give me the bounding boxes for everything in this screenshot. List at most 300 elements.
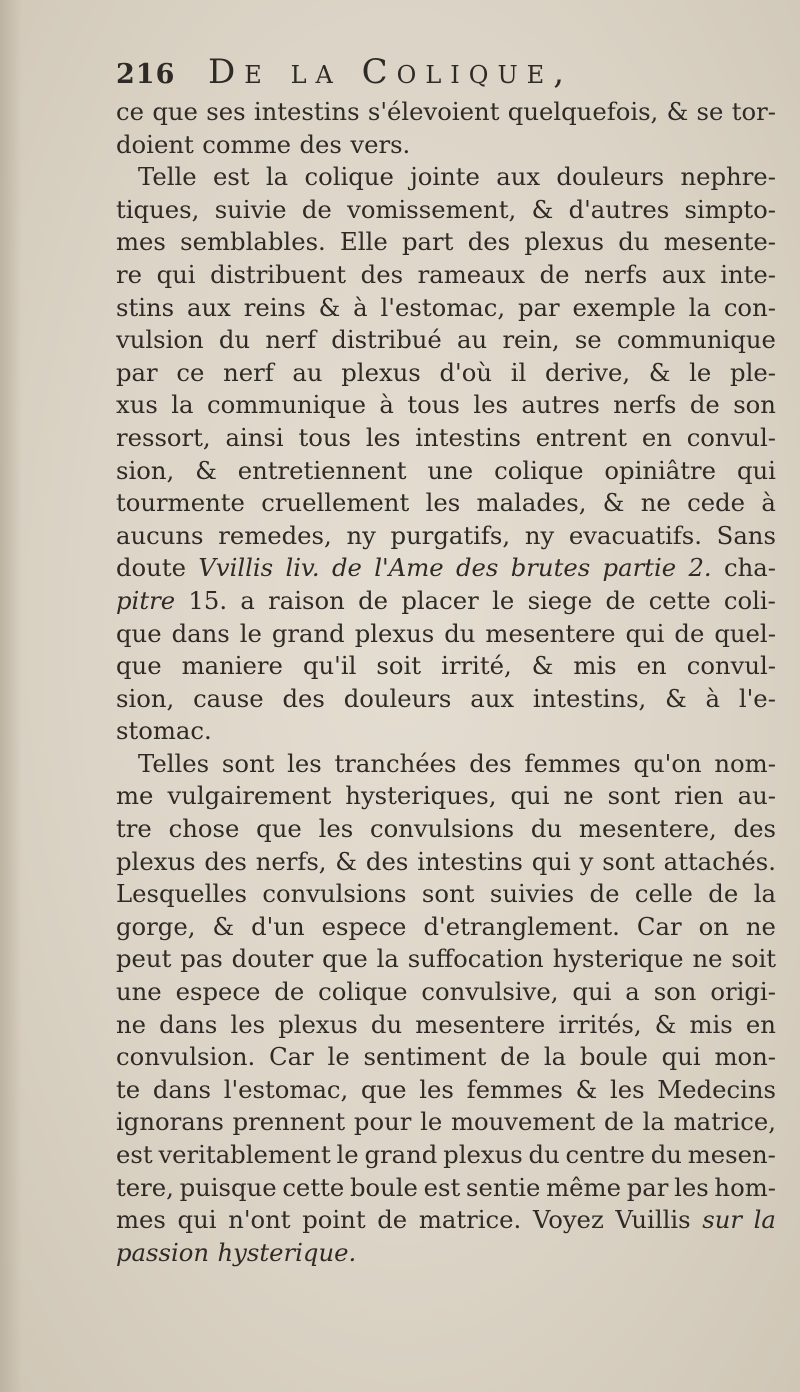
word: qui bbox=[625, 618, 665, 648]
word: sont bbox=[221, 748, 275, 778]
word: sion, bbox=[116, 683, 175, 713]
word: ce bbox=[116, 97, 144, 126]
word: mesente- bbox=[663, 227, 776, 257]
word: son bbox=[653, 977, 697, 1007]
word: une bbox=[116, 977, 162, 1007]
word: xus bbox=[116, 390, 158, 420]
word: hysterique. bbox=[217, 1237, 357, 1267]
word: l'estomac, bbox=[380, 292, 506, 322]
word: de bbox=[605, 585, 636, 615]
word: rien bbox=[674, 781, 724, 811]
word: ple- bbox=[730, 357, 776, 387]
word: qui bbox=[572, 977, 612, 1007]
text-line bbox=[116, 715, 776, 748]
word: entrent bbox=[535, 422, 627, 452]
word: l'estomac, bbox=[223, 1074, 349, 1104]
word: semblables. bbox=[180, 227, 326, 257]
word: & bbox=[575, 1074, 598, 1104]
word: la bbox=[171, 390, 194, 420]
word: purgatifs, bbox=[390, 520, 511, 550]
word: ses bbox=[206, 97, 246, 126]
word: d'autres bbox=[568, 194, 670, 224]
word: les bbox=[419, 1074, 454, 1104]
word: des bbox=[733, 814, 776, 844]
text-line bbox=[116, 259, 776, 292]
word: malades, bbox=[476, 488, 587, 518]
word: distribuent bbox=[210, 259, 347, 289]
word: la bbox=[376, 944, 399, 974]
word: femmes bbox=[466, 1074, 563, 1104]
text-line bbox=[116, 357, 776, 390]
word: il bbox=[510, 357, 527, 387]
word: la bbox=[642, 1107, 665, 1137]
word: nerfs, bbox=[255, 846, 327, 876]
word: de bbox=[331, 553, 362, 583]
word: mis bbox=[689, 1009, 733, 1039]
word: 15. bbox=[188, 585, 228, 615]
text-line bbox=[116, 194, 776, 227]
word: à bbox=[761, 488, 776, 518]
word: les bbox=[365, 422, 401, 452]
text-line bbox=[116, 161, 776, 194]
word: espece bbox=[175, 977, 261, 1007]
word: tranchées bbox=[334, 748, 457, 778]
word: des bbox=[299, 129, 342, 159]
word: & bbox=[335, 846, 358, 876]
word: de bbox=[539, 259, 570, 289]
word: peut bbox=[116, 944, 172, 974]
word: cha- bbox=[723, 553, 776, 583]
word: ignorans bbox=[116, 1107, 224, 1137]
word: grand bbox=[364, 1140, 438, 1169]
word: l'Ame bbox=[374, 553, 444, 583]
page-gutter-shadow bbox=[0, 0, 22, 1392]
word: nerf bbox=[265, 325, 317, 355]
word: les bbox=[425, 488, 461, 518]
word: siege bbox=[527, 585, 593, 615]
word: y bbox=[579, 846, 594, 876]
word: de bbox=[708, 879, 739, 909]
word: du bbox=[218, 325, 251, 355]
word: que bbox=[360, 1074, 407, 1104]
text-line bbox=[116, 1237, 776, 1270]
text-line bbox=[116, 650, 776, 683]
word: d'etranglement. bbox=[423, 911, 620, 941]
word: plexus bbox=[341, 357, 421, 387]
word: ny bbox=[346, 520, 376, 550]
word: placer bbox=[401, 585, 479, 615]
word: exemple bbox=[572, 292, 676, 322]
word: le bbox=[492, 585, 515, 615]
word: du bbox=[530, 814, 563, 844]
word: boule bbox=[349, 1172, 418, 1202]
word: qu'il bbox=[302, 651, 357, 681]
word: puisque bbox=[179, 1172, 277, 1202]
word: rein, bbox=[502, 325, 560, 355]
word: de bbox=[301, 194, 332, 224]
word: autres bbox=[521, 390, 600, 420]
word: se bbox=[696, 97, 724, 126]
word: intestins bbox=[415, 422, 521, 452]
word: s'élevoient bbox=[367, 97, 500, 126]
word: point bbox=[302, 1205, 366, 1235]
word: inte- bbox=[720, 259, 776, 289]
word: ny bbox=[524, 520, 555, 550]
word: pitre bbox=[116, 585, 176, 615]
text-line bbox=[116, 943, 776, 976]
word: les bbox=[287, 748, 322, 778]
word: Telle bbox=[138, 162, 197, 192]
word: l'e- bbox=[738, 683, 776, 713]
word: cede bbox=[687, 488, 746, 518]
word: part bbox=[402, 227, 454, 257]
word: hom- bbox=[714, 1172, 776, 1202]
text-line bbox=[116, 1074, 776, 1107]
word: le bbox=[689, 357, 712, 387]
word: aux bbox=[187, 292, 231, 322]
word: origi- bbox=[710, 977, 776, 1007]
word: evacuatifs. bbox=[568, 520, 702, 550]
word: convulsions bbox=[262, 879, 407, 909]
word: hysteriques, bbox=[345, 781, 497, 811]
word: ne bbox=[640, 488, 671, 518]
word: d'où bbox=[439, 357, 492, 387]
word: de bbox=[500, 1042, 531, 1072]
word: douleurs bbox=[343, 683, 452, 713]
word: entretiennent bbox=[237, 455, 407, 485]
word: du bbox=[528, 1140, 560, 1169]
word: qui bbox=[661, 1042, 701, 1072]
word: que bbox=[322, 944, 368, 974]
text-line bbox=[116, 96, 776, 129]
word: rameaux bbox=[417, 259, 525, 289]
page-header bbox=[116, 52, 676, 98]
word: liv. bbox=[285, 553, 320, 583]
word: hysterique bbox=[552, 944, 684, 974]
word: opiniâtre bbox=[604, 455, 717, 485]
word: des bbox=[204, 846, 247, 876]
word: du bbox=[650, 1140, 682, 1169]
word: Vuillis bbox=[615, 1205, 691, 1235]
word: Lesquelles bbox=[116, 879, 247, 909]
word: mon- bbox=[714, 1042, 776, 1072]
word: ne bbox=[116, 1009, 147, 1039]
word: Telles bbox=[138, 748, 210, 778]
word: simpto- bbox=[684, 194, 776, 224]
word: jointe bbox=[410, 162, 480, 192]
word: qui bbox=[510, 781, 550, 811]
running-title: De la Colique, bbox=[208, 52, 574, 92]
word: con- bbox=[723, 292, 776, 322]
word: n'ont bbox=[228, 1205, 291, 1235]
word: irrité, bbox=[441, 651, 512, 681]
word: de bbox=[689, 390, 720, 420]
word: nephre- bbox=[680, 162, 776, 192]
text-line bbox=[116, 1139, 776, 1172]
word: mouvement bbox=[450, 1107, 596, 1137]
word: la bbox=[265, 162, 289, 192]
text-line bbox=[116, 618, 776, 651]
word: de bbox=[274, 977, 305, 1007]
word: des bbox=[456, 553, 499, 583]
word: que bbox=[116, 618, 162, 648]
word: les bbox=[674, 1172, 709, 1202]
word: sion, bbox=[116, 455, 175, 485]
word: ce bbox=[176, 357, 205, 387]
text-line bbox=[116, 129, 776, 162]
word: par bbox=[626, 1172, 669, 1202]
word: coli- bbox=[723, 585, 776, 615]
word: qui bbox=[531, 846, 571, 876]
word: a bbox=[240, 585, 255, 615]
word: intestins bbox=[417, 846, 523, 876]
word: nerfs bbox=[584, 259, 648, 289]
word: mesentere bbox=[415, 1009, 546, 1039]
word: plexus bbox=[443, 1140, 523, 1169]
word: raison bbox=[268, 585, 345, 615]
word: veritablement bbox=[158, 1140, 331, 1169]
word: vomissement, bbox=[347, 194, 517, 224]
word: a bbox=[625, 977, 640, 1007]
word: Elle bbox=[340, 227, 388, 257]
word: sont bbox=[421, 879, 475, 909]
word: celle bbox=[634, 879, 693, 909]
word: stins bbox=[116, 292, 175, 322]
word: la bbox=[753, 1205, 776, 1235]
word: en bbox=[745, 1009, 776, 1039]
word: & bbox=[531, 194, 554, 224]
word: des bbox=[467, 227, 511, 257]
word: des bbox=[365, 846, 409, 876]
word: re bbox=[116, 259, 142, 289]
word: vulsion bbox=[116, 325, 204, 355]
word: les bbox=[473, 390, 508, 420]
word: communique bbox=[207, 390, 366, 420]
word: qui bbox=[177, 1205, 217, 1235]
word: suivies bbox=[489, 879, 575, 909]
word: pas bbox=[180, 944, 223, 974]
word: soit bbox=[376, 651, 422, 681]
word: nerfs bbox=[613, 390, 677, 420]
word: plexus bbox=[354, 618, 435, 648]
word: mes bbox=[116, 1205, 166, 1235]
word: cruellement bbox=[261, 488, 410, 518]
word: sentiment bbox=[363, 1042, 487, 1072]
text-line bbox=[116, 520, 776, 553]
word: attachés. bbox=[663, 846, 776, 876]
word: qu'on bbox=[633, 748, 702, 778]
word: tre bbox=[116, 814, 152, 844]
word: en bbox=[636, 651, 667, 681]
word: & bbox=[531, 651, 554, 681]
word: suivie bbox=[214, 194, 287, 224]
word: au bbox=[457, 325, 488, 355]
word: intestins, bbox=[532, 683, 647, 713]
word: sont bbox=[602, 846, 655, 876]
word: des bbox=[469, 748, 512, 778]
word: colique bbox=[494, 455, 584, 485]
word: reins bbox=[243, 292, 306, 322]
word: tous bbox=[407, 390, 460, 420]
word: en bbox=[641, 422, 672, 452]
word: cause bbox=[193, 683, 264, 713]
word: plexus bbox=[116, 846, 196, 876]
word: dans bbox=[159, 1009, 218, 1039]
word: la bbox=[688, 292, 711, 322]
text-line bbox=[116, 1106, 776, 1139]
word: colique bbox=[304, 162, 394, 192]
word: qui bbox=[736, 455, 776, 485]
word: de bbox=[358, 585, 389, 615]
word: du bbox=[618, 227, 650, 257]
word: des bbox=[360, 259, 404, 289]
word: que bbox=[152, 97, 198, 126]
word: douleurs bbox=[556, 162, 665, 192]
word: le bbox=[327, 1042, 350, 1072]
word: à bbox=[379, 390, 394, 420]
word: mesentere, bbox=[578, 814, 717, 844]
word: & bbox=[212, 911, 235, 941]
text-line bbox=[116, 422, 776, 455]
word: vulgairement bbox=[167, 781, 332, 811]
word: cette bbox=[648, 585, 711, 615]
word: prennent bbox=[232, 1107, 346, 1137]
word: à bbox=[705, 683, 721, 713]
word: aucuns bbox=[116, 520, 204, 550]
word: te bbox=[116, 1074, 141, 1104]
word: tous bbox=[298, 422, 351, 452]
word: suffocation bbox=[407, 944, 544, 974]
word: la bbox=[753, 879, 776, 909]
word: de bbox=[603, 1107, 634, 1137]
word: que bbox=[116, 651, 162, 681]
word: Medecins bbox=[657, 1074, 776, 1104]
word: Car bbox=[636, 911, 682, 941]
word: derive, bbox=[544, 357, 631, 387]
text-line bbox=[116, 1009, 776, 1042]
word: quel- bbox=[714, 618, 776, 648]
word: sentie bbox=[466, 1172, 541, 1202]
word: quelquefois, bbox=[507, 97, 659, 126]
word: matrice, bbox=[673, 1107, 776, 1137]
word: colique bbox=[318, 977, 408, 1007]
word: mes bbox=[116, 227, 166, 257]
word: ne bbox=[563, 781, 594, 811]
word: de bbox=[674, 618, 705, 648]
word: les bbox=[609, 1074, 645, 1104]
word: sur bbox=[702, 1205, 742, 1235]
word: matrice. bbox=[418, 1205, 522, 1235]
body-text bbox=[116, 96, 776, 1269]
word: par bbox=[517, 292, 560, 322]
word: & bbox=[665, 683, 687, 713]
word: tor- bbox=[731, 97, 776, 126]
word: douter bbox=[231, 944, 314, 974]
word: d'un bbox=[251, 911, 305, 941]
word: nom- bbox=[714, 748, 776, 778]
word: convul- bbox=[686, 422, 776, 452]
word: comme bbox=[202, 129, 291, 159]
word: tourmente bbox=[116, 488, 245, 518]
word: Voyez bbox=[532, 1205, 604, 1235]
word: vers. bbox=[350, 129, 411, 159]
text-line bbox=[116, 1041, 776, 1074]
text-line bbox=[116, 976, 776, 1009]
word: chose bbox=[168, 814, 240, 844]
word: plexus bbox=[278, 1009, 358, 1039]
word: au bbox=[292, 357, 323, 387]
word: & bbox=[318, 292, 341, 322]
word: à bbox=[353, 292, 368, 322]
word: aux bbox=[496, 162, 541, 192]
word: est bbox=[212, 162, 250, 192]
word: la bbox=[543, 1042, 567, 1072]
word: dans bbox=[171, 618, 230, 648]
text-line bbox=[116, 878, 776, 911]
text-line bbox=[116, 389, 776, 422]
word: Car bbox=[269, 1042, 314, 1072]
text-line bbox=[116, 324, 776, 357]
word: tiques, bbox=[116, 194, 200, 224]
text-line bbox=[116, 292, 776, 325]
word: le bbox=[420, 1107, 443, 1137]
word: doient bbox=[116, 129, 194, 159]
word: mesentere bbox=[485, 618, 616, 648]
word: qui bbox=[156, 259, 196, 289]
word: & bbox=[195, 455, 217, 485]
word: ne bbox=[745, 911, 776, 941]
text-line bbox=[116, 226, 776, 259]
word: par bbox=[116, 357, 158, 387]
word: convul- bbox=[686, 651, 776, 681]
word: sont bbox=[607, 781, 661, 811]
word: du bbox=[370, 1009, 403, 1039]
word: & bbox=[666, 97, 689, 126]
word: on bbox=[698, 911, 729, 941]
word: convulsive, bbox=[421, 977, 559, 1007]
word: irrités, bbox=[558, 1009, 642, 1039]
word: intestins bbox=[253, 97, 360, 126]
word: convulsions bbox=[370, 814, 515, 844]
text-line bbox=[116, 1204, 776, 1237]
word: cette bbox=[282, 1172, 345, 1202]
word: les bbox=[230, 1009, 266, 1039]
word: des bbox=[282, 683, 325, 713]
word: une bbox=[427, 455, 474, 485]
word: de bbox=[589, 879, 620, 909]
word: Vvillis bbox=[198, 553, 274, 583]
word: pour bbox=[353, 1107, 412, 1137]
word: femmes bbox=[524, 748, 621, 778]
text-line bbox=[116, 748, 776, 781]
text-line bbox=[116, 455, 776, 488]
word: 2. bbox=[688, 553, 712, 583]
word: & bbox=[654, 1009, 677, 1039]
word: maniere bbox=[181, 651, 283, 681]
word: brutes bbox=[510, 553, 591, 583]
text-line bbox=[116, 846, 776, 879]
word: ressort, bbox=[116, 422, 211, 452]
word: boule bbox=[579, 1042, 648, 1072]
word: soit bbox=[731, 944, 776, 974]
word: espece bbox=[321, 911, 407, 941]
word: plexus bbox=[524, 227, 604, 257]
word: est bbox=[116, 1140, 153, 1169]
text-line bbox=[116, 585, 776, 618]
word: mis bbox=[573, 651, 617, 681]
word: mesen- bbox=[687, 1140, 776, 1169]
text-line bbox=[116, 813, 776, 846]
